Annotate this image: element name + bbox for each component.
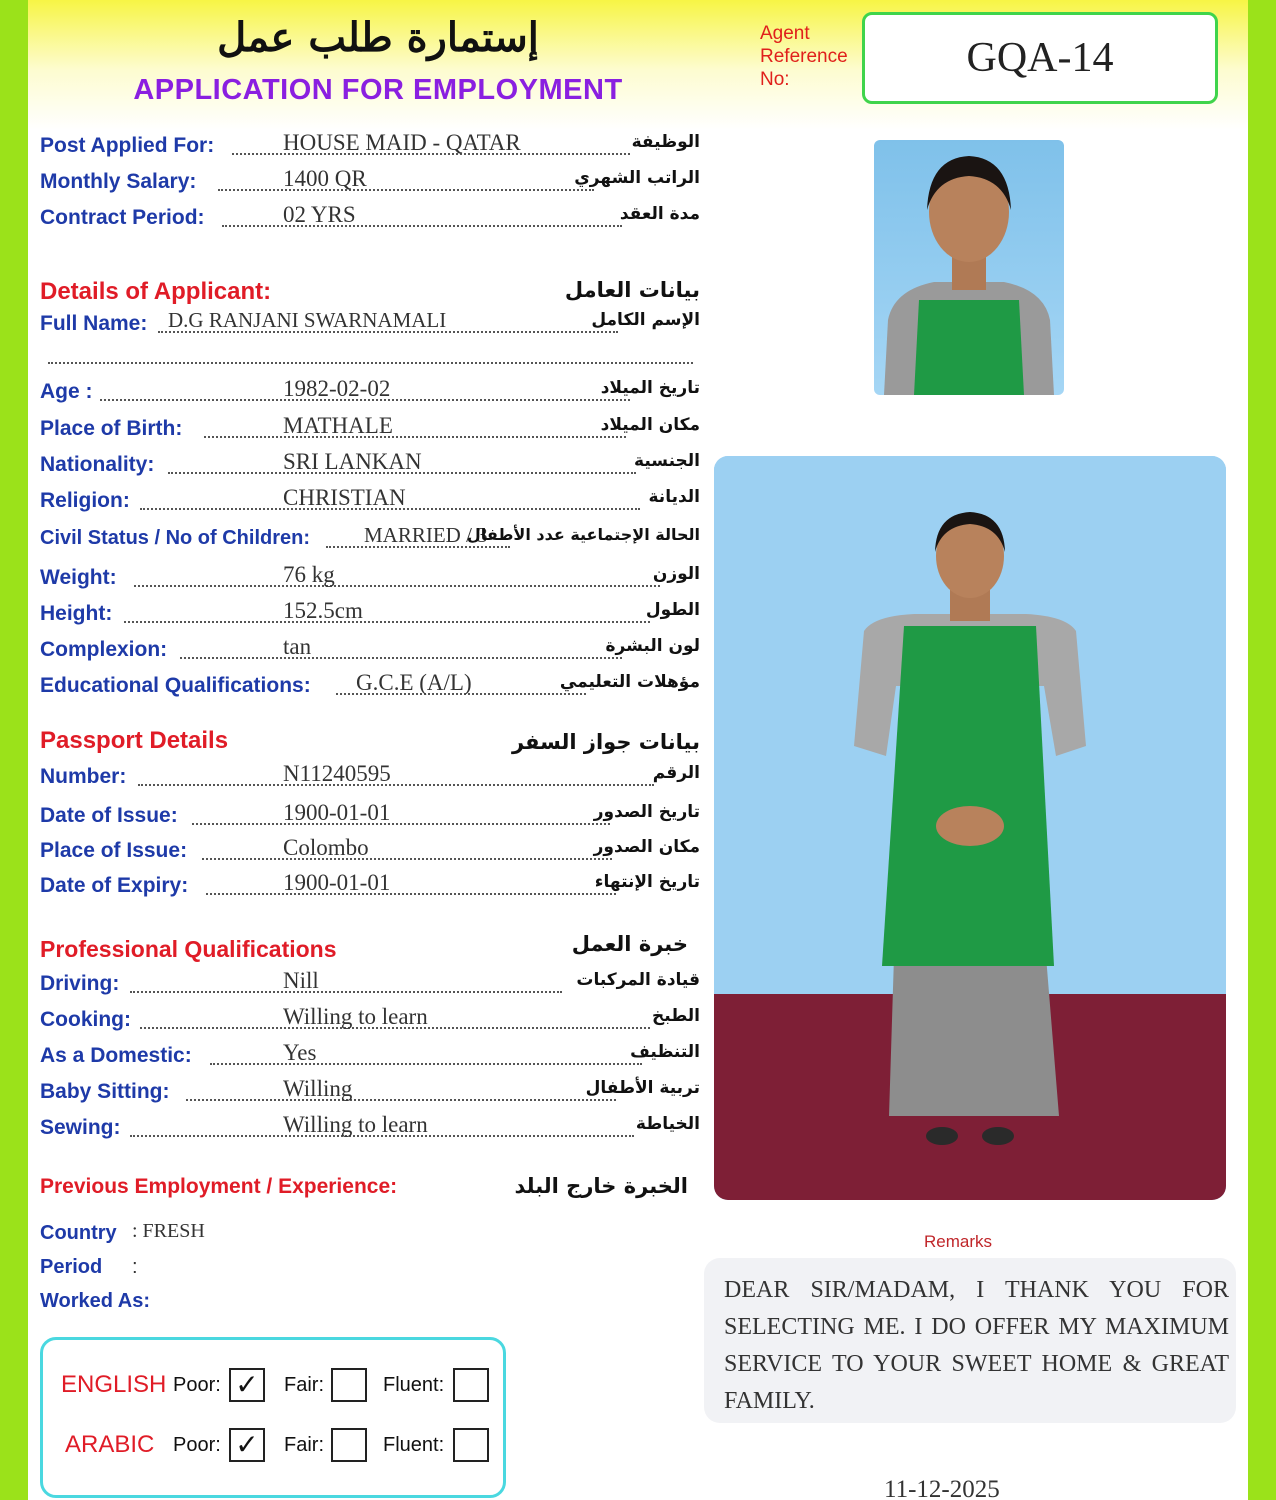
age-row [40,378,700,408]
baby-sitting-row [40,1078,700,1108]
country-label: Country [40,1222,117,1244]
applicant-section-title-arabic: بيانات العامل [564,278,700,302]
arabic-label: ARABIC [65,1431,155,1458]
education-arabic: مؤهلات التعليمي [559,672,700,692]
weight-value: 76 kg [283,562,335,587]
arabic-poor-checkbox[interactable]: ✓ [229,1428,265,1462]
age-arabic: تاريخ الميلاد [600,378,700,398]
cooking-label: Cooking: [40,1008,131,1031]
domestic-value: Yes [283,1040,317,1065]
monthly-salary-value: 1400 QR [283,166,367,191]
english-poor-label: Poor: [173,1374,221,1396]
driving-arabic: قيادة المركبات [576,970,700,990]
age-value: 1982-02-02 [283,376,391,401]
cooking-row [40,1006,700,1036]
religion-arabic: الديانة [648,487,700,507]
arabic-language-row [61,1428,501,1462]
religion-row [40,487,700,517]
baby-sitting-arabic: تربية الأطفال [585,1078,700,1098]
passport-section-title: Passport Details [40,727,229,754]
height-row [40,600,700,630]
nationality-value: SRI LANKAN [283,449,422,474]
place-of-issue-row [40,837,700,867]
date-of-expiry-row [40,872,700,902]
full-body-photo [714,456,1226,1200]
sewing-row [40,1114,700,1144]
english-label: ENGLISH [61,1371,167,1398]
sewing-value: Willing to learn [283,1112,428,1137]
english-language-row [61,1368,501,1402]
date-of-issue-label: Date of Issue: [40,804,178,827]
weight-label: Weight: [40,566,117,589]
full-name-label: Full Name: [40,312,148,335]
height-label: Height: [40,602,113,625]
driving-row [40,970,700,1000]
dotted-line [222,225,622,227]
passport-number-value: N11240595 [283,761,391,786]
passport-number-label: Number: [40,765,127,788]
civil-status-value: MARRIED / 3 [364,523,488,547]
arabic-poor-label: Poor: [173,1434,221,1456]
dotted-line [206,893,616,895]
date-of-expiry-label: Date of Expiry: [40,874,189,897]
dotted-line [204,436,626,438]
worked-as-label: Worked As: [40,1290,151,1312]
cooking-value: Willing to learn [283,1004,428,1029]
contract-period-row [40,204,700,234]
post-applied-value: HOUSE MAID - QATAR [283,130,521,155]
dotted-line [130,991,562,993]
full-name-arabic: الإسم الكامل [591,310,700,330]
post-applied-row [40,132,700,162]
experience-section-title: Previous Employment / Experience: [40,1175,398,1198]
driving-label: Driving: [40,972,120,995]
application-form [28,0,1248,1500]
professional-section-title-arabic: خبرة العمل [571,932,688,956]
date-of-issue-arabic: تاريخ الصدور [593,802,700,822]
place-of-birth-row [40,415,700,445]
language-skills-box [40,1337,506,1498]
english-poor-checkbox[interactable]: ✓ [229,1368,265,1402]
monthly-salary-row [40,168,700,198]
post-applied-arabic: الوظيفة [631,132,700,152]
education-row [40,672,700,702]
remarks-text: DEAR SIR/MADAM, I THANK YOU FOR SELECTING ME. I DO OFFER MY MAXIMUM SERVICE TO YOUR SWEET HOME & GREAT FAMILY. [724,1277,1229,1414]
complexion-row [40,636,700,666]
cooking-arabic: الطبخ [652,1006,700,1026]
english-fluent-checkbox[interactable] [453,1368,489,1402]
applicant-section-title: Details of Applicant: [40,278,272,305]
full-name-row [40,310,700,340]
experience-section-title-arabic: الخبرة خارج البلد [514,1174,688,1198]
place-of-birth-label: Place of Birth: [40,417,183,440]
education-label: Educational Qualifications: [40,674,311,697]
english-fair-checkbox[interactable] [331,1368,367,1402]
agent-reference-value: GQA-14 [966,35,1114,81]
baby-sitting-label: Baby Sitting: [40,1080,170,1103]
education-value: G.C.E (A/L) [356,670,472,695]
dotted-line [186,1099,616,1101]
professional-section-title: Professional Qualifications [40,936,337,962]
nationality-arabic: الجنسية [634,451,700,471]
date-of-expiry-arabic: تاريخ الإنتهاء [594,872,700,892]
arabic-fair-checkbox[interactable] [331,1428,367,1462]
dotted-line [210,1063,642,1065]
domestic-arabic: التنظيف [630,1042,700,1062]
arabic-form-title: إستمارة طلب عمل [217,14,539,61]
contract-period-arabic: مدة العقد [619,204,700,224]
passport-number-row [40,763,700,793]
place-of-issue-arabic: مكان الصدور [593,837,700,857]
person-headshot-icon [874,140,1064,395]
form-title: APPLICATION FOR EMPLOYMENT [133,74,623,106]
dotted-line [180,657,622,659]
weight-row [40,564,700,594]
dotted-line [202,858,612,860]
religion-value: CHRISTIAN [283,485,406,510]
place-of-birth-arabic: مكان الميلاد [600,415,700,435]
place-of-issue-label: Place of Issue: [40,839,188,862]
monthly-salary-label: Monthly Salary: [40,170,197,193]
date-of-expiry-value: 1900-01-01 [283,870,391,895]
remarks-box [704,1258,1236,1423]
sewing-arabic: الخياطة [635,1114,700,1134]
complexion-value: tan [283,634,312,659]
country-value: : FRESH [132,1220,205,1242]
english-fluent-label: Fluent: [383,1374,445,1396]
height-value: 152.5cm [283,598,363,623]
age-label: Age : [40,380,93,403]
passport-photo [874,140,1064,395]
monthly-salary-arabic: الراتب الشهري [574,168,700,188]
civil-status-arabic: الحالة الإجتماعية عدد الأطفال [466,525,700,544]
contract-period-value: 02 YRS [283,202,356,227]
date-of-issue-row [40,802,700,832]
period-value: : [132,1256,138,1278]
nationality-row [40,451,700,481]
passport-number-arabic: الرقم [652,763,700,783]
complexion-label: Complexion: [40,638,168,661]
dotted-line [138,784,654,786]
domestic-label: As a Domestic: [40,1044,192,1067]
arabic-fluent-label: Fluent: [383,1434,445,1456]
arabic-fluent-checkbox[interactable] [453,1428,489,1462]
post-applied-label: Post Applied For: [40,134,215,157]
nationality-label: Nationality: [40,453,155,476]
dotted-line [192,823,610,825]
form-date: 11-12-2025 [884,1476,1000,1500]
full-name-value: D.G RANJANI SWARNAMALI [168,308,447,332]
domestic-row [40,1042,700,1072]
arabic-fair-label: Fair: [284,1434,324,1456]
agent-reference-box [862,12,1218,104]
date-of-issue-value: 1900-01-01 [283,800,391,825]
english-fair-label: Fair: [284,1374,324,1396]
driving-value: Nill [283,968,319,993]
height-arabic: الطول [645,600,700,620]
dotted-line [218,189,594,191]
religion-label: Religion: [40,489,130,512]
baby-sitting-value: Willing [283,1076,353,1101]
passport-section-title-arabic: بيانات جواز السفر [511,730,700,754]
dotted-line [124,621,650,623]
place-of-issue-value: Colombo [283,835,369,860]
dotted-line [48,362,693,364]
civil-status-row [40,525,700,555]
complexion-arabic: لون البشرة [605,636,700,656]
contract-period-label: Contract Period: [40,206,205,229]
period-label: Period [40,1256,103,1278]
weight-arabic: الوزن [652,564,700,584]
person-full-body-icon [714,456,1226,1200]
dotted-line [134,585,660,587]
place-of-birth-value: MATHALE [283,413,393,438]
remarks-title: Remarks [923,1232,992,1251]
agent-reference-label: Agent Reference No: [760,23,848,90]
civil-status-label: Civil Status / No of Children: [40,527,311,549]
sewing-label: Sewing: [40,1116,121,1139]
